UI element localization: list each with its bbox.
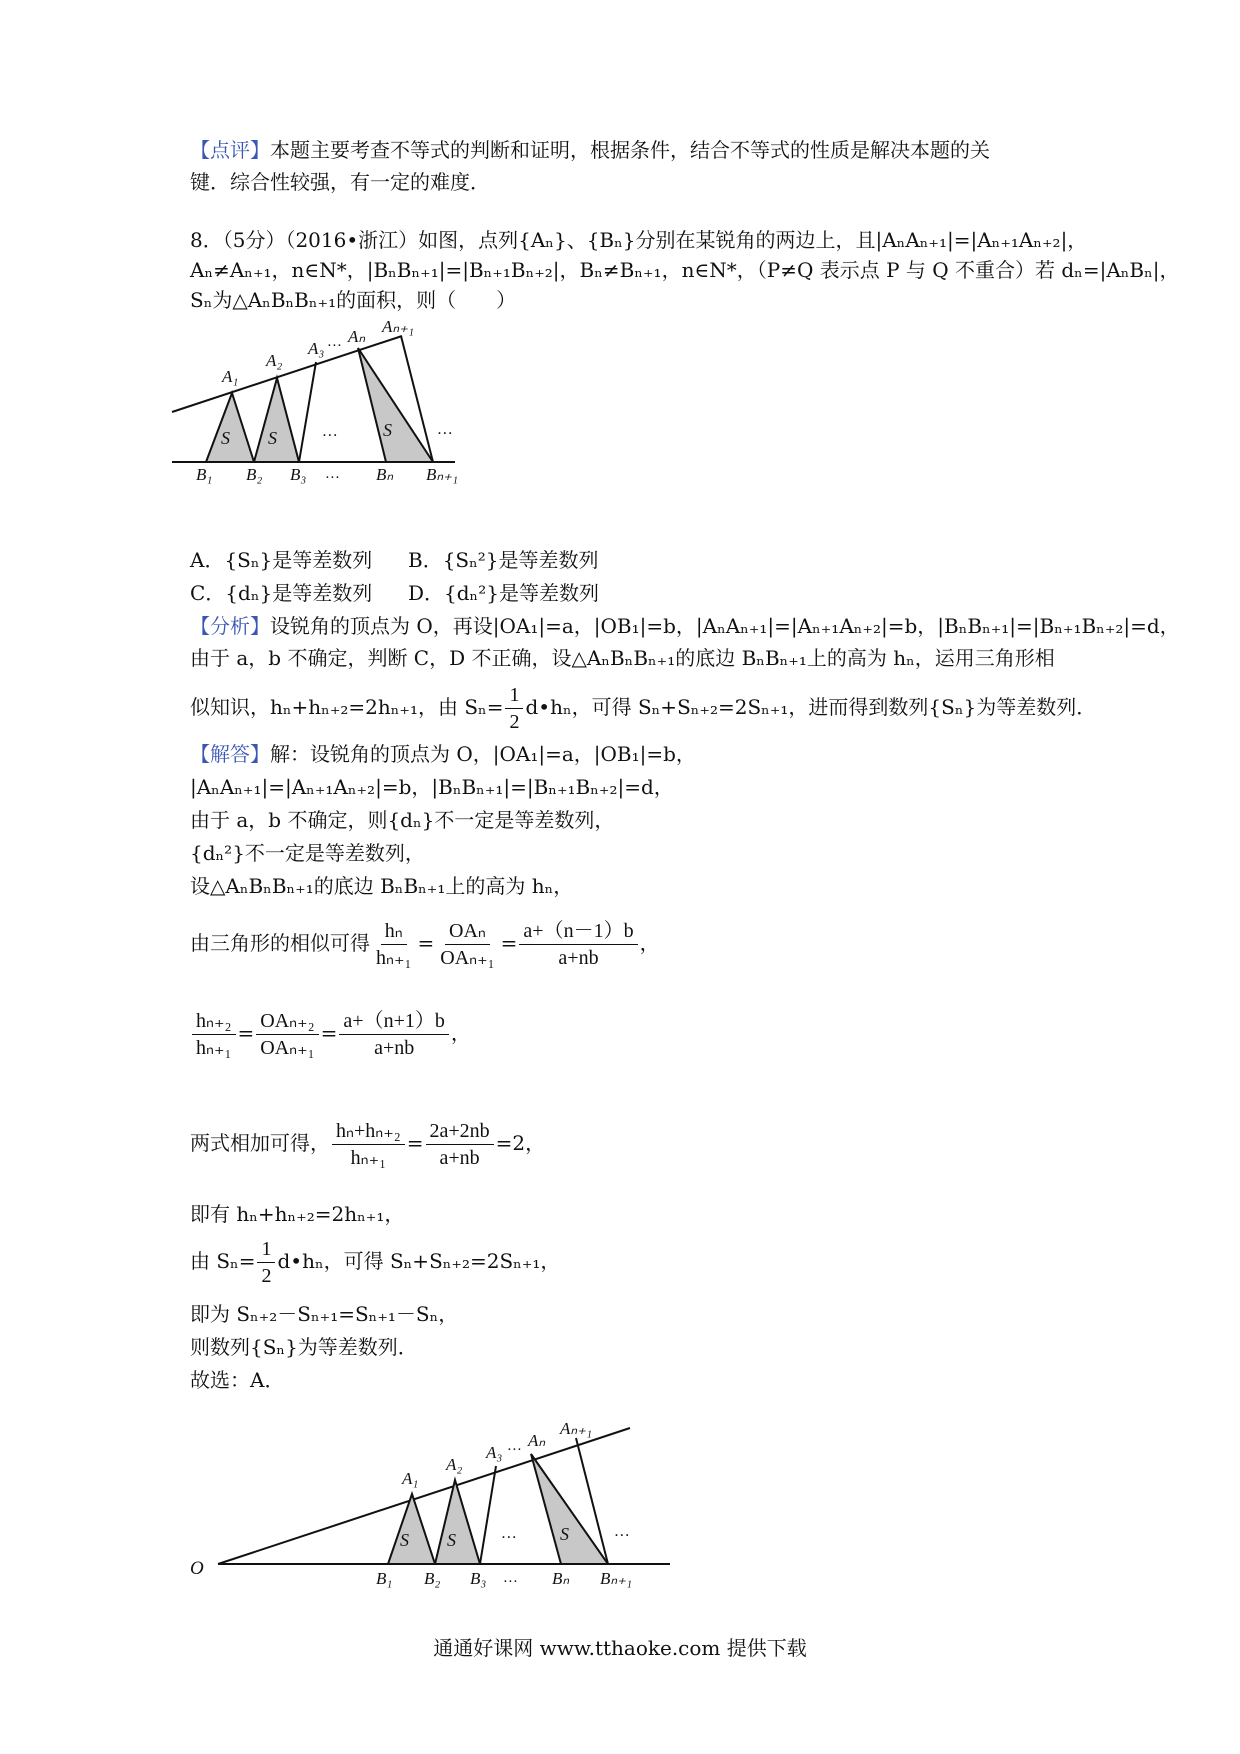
label-dots-mid: … [502,1525,517,1542]
solution-line-5: 设△AₙBₙBₙ₊₁的底边 BₙBₙ₊₁上的高为 hₙ， [190,874,574,898]
eq1-fraction-2 [436,918,498,971]
label-dots-b: … [326,466,340,482]
label-s-1: S [221,428,230,448]
solution-text-7b: d•hₙ，可得 Sₙ+Sₙ₊₂=2Sₙ₊₁， [277,1249,561,1273]
label-dots-right: … [438,421,453,438]
label-b3: B₃ [290,465,307,484]
analysis-tag: 【分析】 [190,614,270,638]
solution-line-2: |AₙAₙ₊₁|=|Aₙ₊₁Aₙ₊₂|=b，|BₙBₙ₊₁|=|Bₙ₊₁Bₙ₊₂|=d， [190,775,674,799]
frac-den: OAₙ₊₁ [260,1037,315,1059]
label-s-1: S [400,1530,409,1550]
frac-num: a+（n+1）b [339,1008,448,1035]
comment-line-2: 键．综合性较强，有一定的难度． [190,170,490,194]
frac-den: a+nb [439,1147,480,1169]
eq1-fraction-3 [519,918,637,971]
eq-sign: = [417,931,435,955]
label-bn1: Bₙ₊₁ [600,1569,633,1588]
analysis-line-2: 由于 a，b 不确定，判断 C，D 不正确，设△AₙBₙBₙ₊₁的底边 BₙBₙ₊₁上的高为 hₙ，运用三角形相 [190,646,1055,670]
eq-comma: ， [639,931,660,955]
comment-text-1: 本题主要考查不等式的判断和证明，根据条件，结合不等式的性质是解决本题的关 [270,138,990,162]
label-bn: Bₙ [552,1569,570,1588]
eq3-fraction-1 [332,1118,405,1171]
frac-den: a+nb [374,1037,415,1059]
triangle-2 [435,1480,480,1564]
label-b1: B₁ [376,1569,393,1588]
page-footer: 通通好课网 www.tthaoke.com 提供下载 [433,1636,807,1660]
solution-line-4: {dₙ²}不一定是等差数列， [190,841,425,865]
triangle-1 [206,393,254,462]
label-an: Aₙ [348,327,366,346]
question-line-1: 8．（5分）（2016•浙江）如图，点列{Aₙ}、{Bₙ}分别在某锐角的两边上，且|AₙAₙ₊₁|=|Aₙ₊₁Aₙ₊₂|， [190,228,1088,252]
equation-3 [190,1112,545,1174]
label-s-n: S [383,420,392,440]
eq3-fraction-2 [426,1118,494,1171]
label-an1: Aₙ₊₁ [382,318,415,336]
label-a2: A₂ [446,1455,463,1474]
solution-tag: 【解答】 [190,742,270,766]
label-b1: B₁ [196,465,213,484]
label-o: O [190,1558,204,1579]
solution-line-6: 即有 hₙ+hₙ₊₂=2hₙ₊₁， [190,1202,405,1226]
frac-num: 1 [505,682,523,709]
frac-den: a+nb [558,947,599,969]
solution-line-10: 故选：A． [190,1368,285,1392]
triangle-n [358,348,433,462]
label-b2: B₂ [424,1569,441,1588]
label-dots-b: … [504,1570,518,1586]
label-dots-a: … [328,334,342,350]
option-a: A．{Sₙ}是等差数列 [190,548,373,572]
frac-num: hₙ [381,918,407,945]
segment-a3-b3 [299,362,316,462]
label-an: Aₙ [528,1431,546,1450]
label-a3: A₃ [486,1443,503,1462]
frac-num: OAₙ₊₂ [256,1008,318,1035]
frac-den: hₙ₊₁ [376,947,412,969]
label-b3: B₃ [470,1569,487,1588]
frac-den: 2 [261,1265,272,1287]
eq-sign: = [406,1131,424,1155]
question-line-2: Aₙ≠Aₙ₊₁，n∈N*，|BₙBₙ₊₁|=|Bₙ₊₁Bₙ₊₂|，Bₙ≠Bₙ₊₁，n∈N*，（P≠Q 表示点 P 与 Q 不重合）若 dₙ=|AₙBₙ|， [190,258,1180,282]
eq1-fraction-1 [372,918,416,971]
comment-tag: 【点评】 [190,138,270,162]
figure-2 [190,1400,710,1600]
eq3-prefix: 两式相加可得， [190,1131,330,1155]
label-s-n: S [560,1524,569,1544]
frac-den: hₙ₊₁ [350,1147,387,1169]
solution-half-fraction [257,1236,275,1289]
eq2-fraction-1 [192,1008,236,1061]
frac-den: OAₙ₊₁ [440,947,495,969]
label-s-2: S [447,1530,456,1550]
option-b: B．{Sₙ²}是等差数列 [408,548,599,572]
frac-num: a+（n－1）b [519,918,637,945]
label-a1: A₁ [402,1469,419,1488]
label-b2: B₂ [246,465,263,484]
analysis-half-fraction [505,682,523,735]
triangle-2 [254,378,299,462]
label-a3: A₃ [308,339,325,358]
frac-num: 1 [257,1236,275,1263]
frac-den: hₙ₊₁ [196,1037,232,1059]
frac-num: 2a+2nb [426,1118,494,1145]
eq2-fraction-3 [339,1008,448,1061]
label-bn: Bₙ [376,465,394,484]
eq-comma: ， [450,1021,471,1045]
eq-sign: = [237,1021,255,1045]
solution-line-7 [190,1230,560,1292]
solution-line-1 [190,740,696,768]
label-s-2: S [268,428,277,448]
solution-text-1: 解：设锐角的顶点为 O，|OA₁|=a，|OB₁|=b， [270,742,696,766]
eq-sign: = [500,931,518,955]
frac-num: hₙ+hₙ₊₂ [332,1118,405,1145]
eq2-fraction-2 [256,1008,318,1061]
option-d: D．{dₙ²}是等差数列 [408,581,599,605]
solution-line-8: 即为 Sₙ₊₂－Sₙ₊₁=Sₙ₊₁－Sₙ， [190,1302,459,1326]
label-dots-right: … [615,1523,630,1540]
label-bn1: Bₙ₊₁ [426,465,459,484]
figure-1 [170,318,510,488]
label-a1: A₁ [222,367,239,386]
solution-line-9: 则数列{Sₙ}为等差数列． [190,1335,418,1359]
eq3-suffix: =2， [495,1131,546,1155]
eq-sign: = [320,1021,338,1045]
label-dots-a: … [508,1438,522,1454]
frac-den: 2 [509,711,520,733]
analysis-text-3a: 似知识，hₙ+hₙ₊₂=2hₙ₊₁，由 Sₙ= [190,695,504,719]
analysis-line-3 [190,676,1096,738]
comment-line-1 [190,136,990,164]
label-dots-mid: … [323,423,338,440]
label-an1: Aₙ₊₁ [560,1419,593,1438]
triangle-1 [388,1494,435,1564]
analysis-text-3b: d•hₙ，可得 Sₙ+Sₙ₊₂=2Sₙ₊₁，进而得到数列{Sₙ}为等差数列． [525,695,1097,719]
analysis-line-1 [190,612,1180,640]
option-c: C．{dₙ}是等差数列 [190,581,373,605]
frac-num: OAₙ [445,918,490,945]
analysis-text-1: 设锐角的顶点为 O，再设|OA₁|=a，|OB₁|=b，|AₙAₙ₊₁|=|Aₙ₊₁Aₙ₊₂|=b，|BₙBₙ₊₁|=|Bₙ₊₁Bₙ₊₂|=d， [270,614,1180,638]
label-a2: A₂ [266,351,283,370]
equation-1 [190,912,660,974]
question-line-3: Sₙ为△AₙBₙBₙ₊₁的面积，则（ ） [190,288,517,312]
eq1-prefix: 由三角形的相似可得 [190,931,370,955]
solution-line-3: 由于 a，b 不确定，则{dₙ}不一定是等差数列， [190,808,615,832]
frac-num: hₙ₊₂ [192,1008,236,1035]
triangle-n [531,1454,608,1564]
equation-2 [190,1002,471,1064]
solution-text-7a: 由 Sₙ= [190,1249,256,1273]
segment-a3-b3 [480,1466,496,1564]
